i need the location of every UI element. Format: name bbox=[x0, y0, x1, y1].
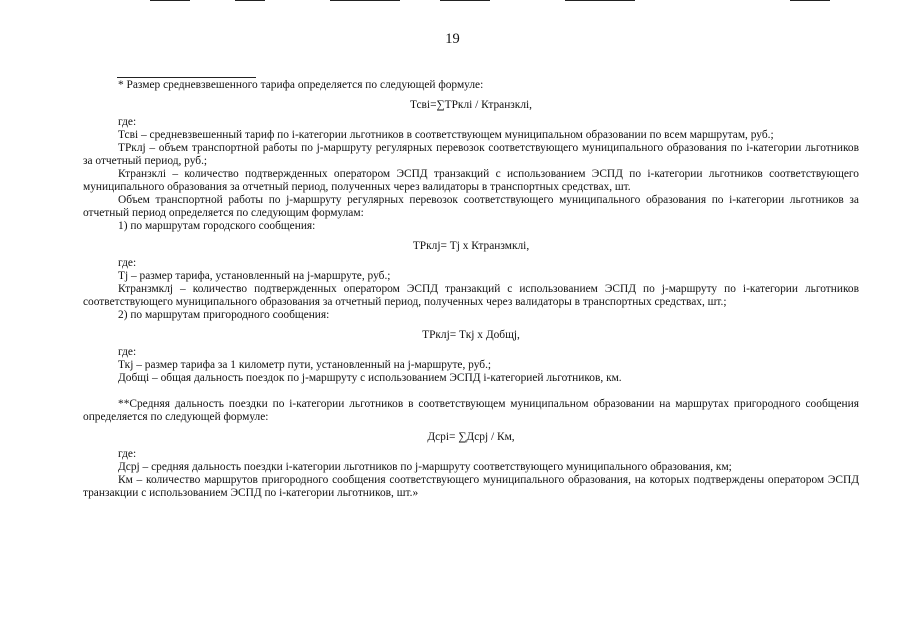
scan-edge-line bbox=[790, 0, 830, 1]
scan-edge-line bbox=[330, 0, 400, 1]
paragraph: где: bbox=[118, 116, 137, 128]
paragraph: ТРклj – объем транспортной работы по j-маршруту регулярных перевозок соответствующего муниципального образования по i-категории льготников за отчетный период, руб.; bbox=[83, 142, 859, 167]
paragraph: Ктранзмклj – количество подтвержденных оператором ЭСПД транзакций с использованием ЭСПД по j-маршруту по i-категории льготников соответствующего муниципального образования за отчетный период, полученных через валидаторы в транспортных средствах, шт.; bbox=[83, 283, 859, 308]
formula: Тсвi=∑ТРклi / Ктранзклi, bbox=[409, 99, 533, 111]
paragraph: Ткj – размер тарифа за 1 километр пути, установленный на j-маршруте, руб.; bbox=[118, 359, 492, 371]
paragraph: Тj – размер тарифа, установленный на j-маршруте, руб.; bbox=[118, 270, 391, 282]
paragraph: Дсрj – средняя дальность поездки i-категории льготников по j-маршруту соответствующего муниципального образования, км; bbox=[118, 461, 732, 473]
paragraph: где: bbox=[118, 448, 137, 460]
blank-line bbox=[83, 385, 859, 398]
scan-edge-line bbox=[440, 0, 490, 1]
formula: ТРклj= Ткj x Добщj, bbox=[422, 329, 520, 341]
page-number: 19 bbox=[445, 31, 460, 47]
footnote-rule bbox=[117, 77, 256, 78]
formula: Дсрi= ∑Дсрj / Км, bbox=[427, 431, 515, 443]
paragraph: Добщi – общая дальность поездок по j-маршруту с использованием ЭСПД i-категорией льготников, км. bbox=[118, 372, 622, 384]
scan-edge-line bbox=[150, 0, 190, 1]
paragraph: Км – количество маршрутов пригородного сообщения соответствующего муниципального образования, на которых подтверждены оператором ЭСПД транзакции с использованием ЭСПД по i-категории льготников, шт.» bbox=[83, 474, 859, 499]
paragraph: где: bbox=[118, 346, 137, 358]
scan-edge-line bbox=[235, 0, 265, 1]
paragraph: Тсвi – средневзвешенный тариф по i-категории льготников в соответствующем муниципальном образовании по всем маршрутам, руб.; bbox=[118, 129, 774, 141]
paragraph: **Средняя дальность поездки по i-категории льготников в соответствующем муниципальном образовании на маршрутах пригородного сообщения определяется по следующей формуле: bbox=[83, 398, 859, 423]
scan-edge-line bbox=[565, 0, 635, 1]
paragraph: 2) по маршрутам пригородного сообщения: bbox=[118, 309, 330, 321]
paragraph: 1) по маршрутам городского сообщения: bbox=[118, 220, 316, 232]
paragraph: где: bbox=[118, 257, 137, 269]
document-body bbox=[83, 79, 859, 500]
paragraph: Ктранзклi – количество подтвержденных оператором ЭСПД транзакций с использованием ЭСПД по i-категории льготников соответствующего муниципального образования за отчетный период, полученных через валидаторы в транспортных средствах, шт. bbox=[83, 168, 859, 193]
formula: ТРклj= Тj x Ктранзмклi, bbox=[412, 240, 530, 252]
paragraph: Объем транспортной работы по j-маршруту регулярных перевозок соответствующего муниципального образования по i-категории льготников за отчетный период определяется по следующим формулам: bbox=[83, 194, 859, 219]
paragraph: * Размер средневзвешенного тарифа определяется по следующей формуле: bbox=[118, 79, 484, 91]
